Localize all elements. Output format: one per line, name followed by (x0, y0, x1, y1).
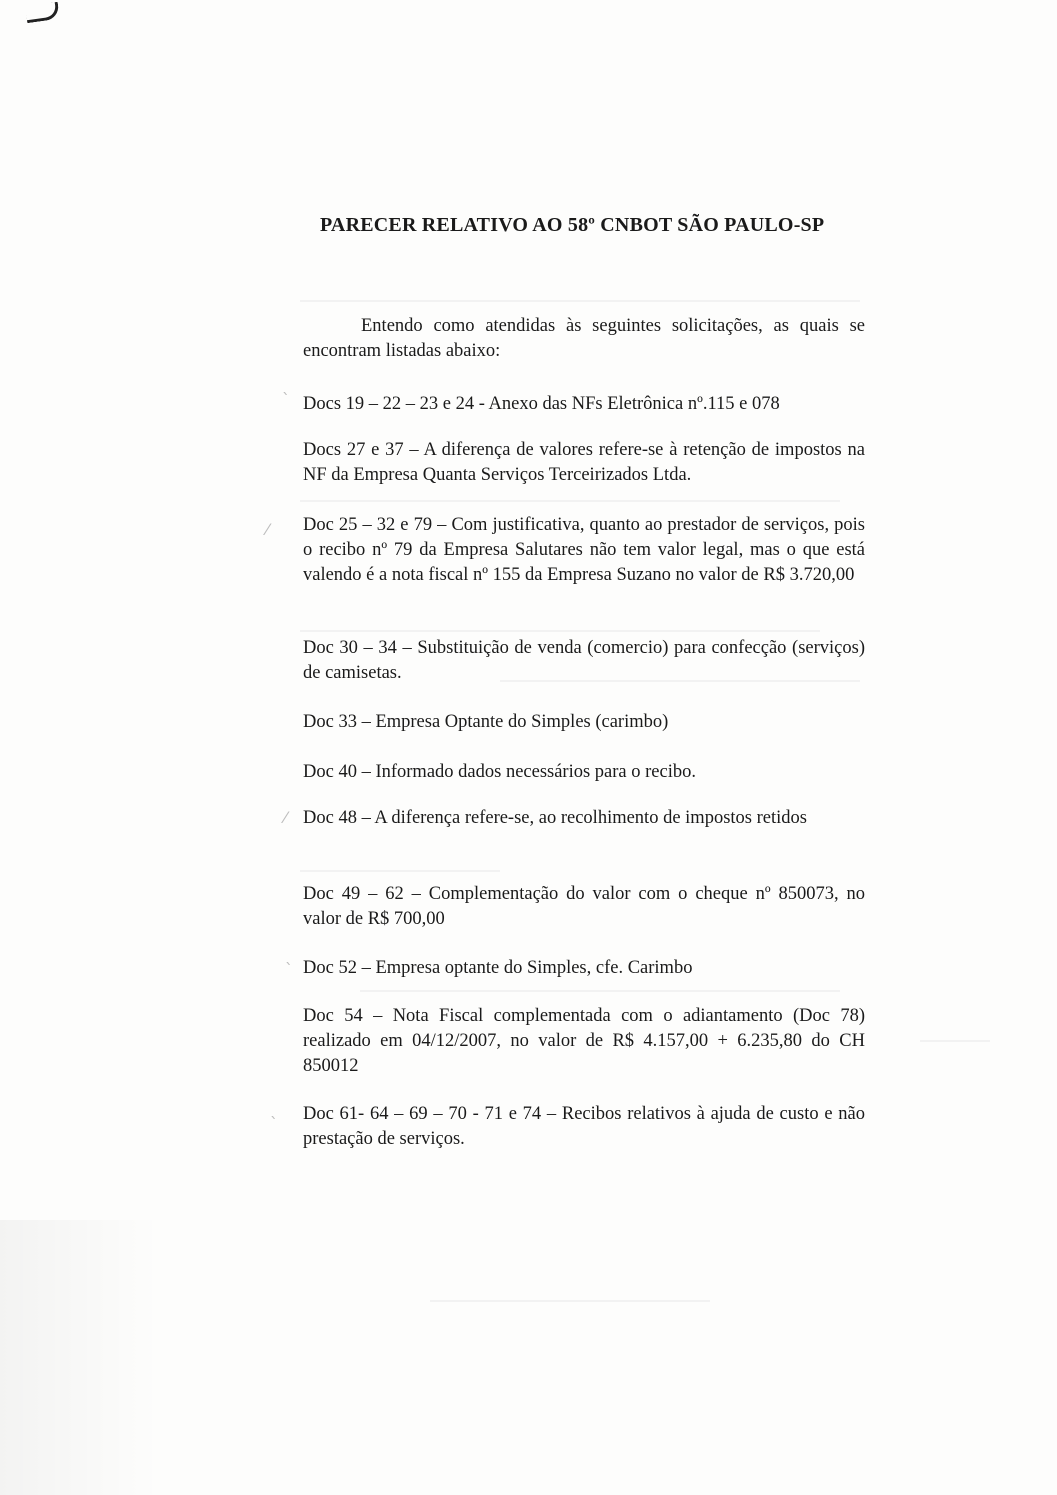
scan-shadow (0, 1220, 160, 1495)
list-item: Doc 61- 64 – 69 – 70 - 71 e 74 – Recibos relativos à ajuda de custo e não prestação de serviços. (303, 1104, 865, 1149)
document-title: PARECER RELATIVO AO 58º CNBOT SÃO PAULO-SP (320, 214, 825, 236)
list-item: Doc 52 – Empresa optante do Simples, cfe. Carimbo (303, 958, 693, 978)
bleed-through-line (360, 990, 840, 992)
bleed-through-line (300, 630, 820, 632)
bleed-through-line (300, 500, 840, 502)
bleed-through-line (430, 1300, 710, 1302)
margin-mark: ` (282, 390, 290, 409)
list-item: Docs 19 – 22 – 23 e 24 - Anexo das NFs Eletrônica nº.115 e 078 (303, 394, 780, 414)
bleed-through-line (300, 870, 500, 872)
list-item: Doc 30 – 34 – Substituição de venda (comercio) para confecção (serviços) de camisetas. (303, 638, 865, 683)
list-item: Doc 54 – Nota Fiscal complementada com o adiantamento (Doc 78) realizado em 04/12/2007, no valor de R$ 4.157,00 + 6.235,80 do CH 850012 (303, 1006, 865, 1076)
margin-mark: ⁄ (284, 808, 287, 827)
intro-paragraph: Entendo como atendidas às seguintes solicitações, as quais se encontram listadas abaixo: (303, 316, 865, 361)
list-item: Doc 40 – Informado dados necessários para o recibo. (303, 762, 696, 782)
pen-mark (25, 2, 60, 23)
margin-mark: ⁄ (266, 520, 269, 539)
bleed-through-line (920, 1040, 990, 1042)
list-item: Doc 33 – Empresa Optante do Simples (carimbo) (303, 712, 669, 732)
margin-mark: ` (270, 1114, 278, 1133)
list-item: Doc 48 – A diferença refere-se, ao recolhimento de impostos retidos (303, 808, 807, 828)
list-item: Doc 25 – 32 e 79 – Com justificativa, quanto ao prestador de serviços, pois o recibo nº 79 da Empresa Salutares não tem valor legal, mas o que está valendo é a nota fiscal nº 155 da Empresa Suzano no valor de R$ 3.720,00 (303, 515, 865, 585)
list-item: Docs 27 e 37 – A diferença de valores refere-se à retenção de impostos na NF da Empresa Quanta Serviços Terceirizados Ltda. (303, 440, 865, 485)
bleed-through-line (300, 300, 860, 302)
list-item: Doc 49 – 62 – Complementação do valor com o cheque nº 850073, no valor de R$ 700,00 (303, 884, 865, 929)
margin-mark: ` (285, 960, 293, 979)
